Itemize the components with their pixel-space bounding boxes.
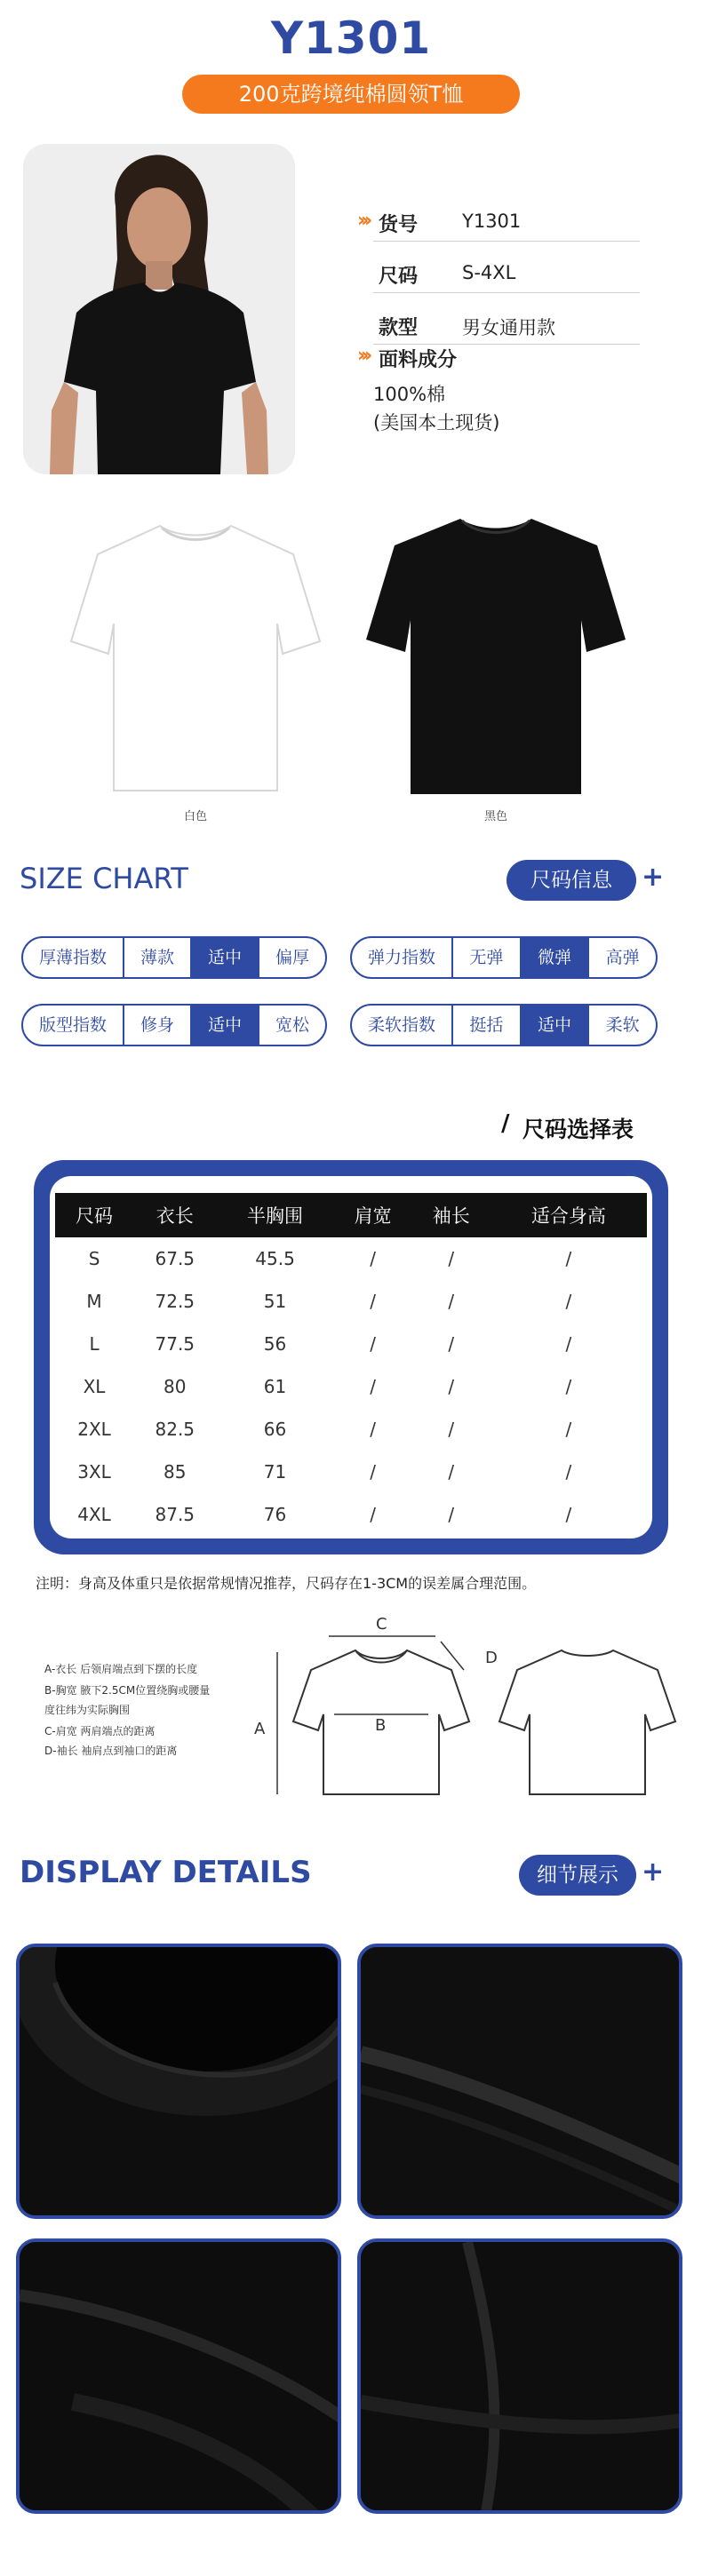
- size-chart-heading: SIZE CHART: [20, 862, 188, 895]
- size-table-cell: 61: [263, 1376, 287, 1397]
- softness-index: [350, 1004, 658, 1046]
- display-details-heading: DISPLAY DETAILS: [20, 1855, 312, 1890]
- product-subtitle-badge: 200克跨境纯棉圆领T恤: [182, 75, 520, 114]
- attr-option: 宽松: [275, 1015, 309, 1035]
- size-table-row: [55, 1408, 647, 1451]
- fabric-composition: 100%棉: [373, 384, 446, 405]
- size-table-cell: /: [448, 1376, 455, 1397]
- size-table-row: [55, 1237, 647, 1280]
- size-table-cell: 71: [263, 1461, 287, 1483]
- details-pill: 细节展示: [519, 1855, 636, 1896]
- size-table-cell: 2XL: [77, 1419, 111, 1440]
- size-table-cell: /: [448, 1333, 455, 1355]
- size-table-cell: /: [565, 1248, 572, 1269]
- color-label-black: 黑色: [483, 810, 507, 823]
- detail-photo-sleeve: [16, 2238, 341, 2514]
- measure-label-d: D: [485, 1649, 498, 1667]
- size-table-title: 尺码选择表: [523, 1117, 634, 1142]
- size-table-column-header: 适合身高: [491, 1193, 647, 1237]
- size-table-cell: 76: [263, 1504, 287, 1525]
- size-table-cell: L: [89, 1333, 100, 1355]
- size-table-cell: 77.5: [155, 1333, 195, 1355]
- measure-label-a: A: [254, 1720, 266, 1738]
- size-table-column-header: 袖长: [412, 1193, 491, 1237]
- size-table-cell: /: [448, 1504, 455, 1525]
- attr-option: 薄款: [124, 938, 192, 977]
- size-table-cell: 56: [263, 1333, 287, 1355]
- seam-detail-image: [361, 2242, 682, 2514]
- color-label-white: 白色: [183, 810, 207, 823]
- size-table-cell: 45.5: [255, 1248, 295, 1269]
- plus-icon: +: [642, 862, 665, 893]
- size-table-column-header: 肩宽: [334, 1193, 412, 1237]
- size-table-cell: S: [88, 1248, 100, 1269]
- size-table-cell: 80: [164, 1376, 187, 1397]
- size-table-cell: /: [565, 1504, 572, 1525]
- fabric-label: 面料成分: [379, 349, 458, 371]
- size-table-cell: /: [565, 1291, 572, 1312]
- attr-label: 厚薄指数: [23, 938, 124, 977]
- size-table-row: [55, 1323, 647, 1365]
- attr-option: 高弹: [605, 948, 640, 967]
- size-table-cell: 51: [263, 1291, 287, 1312]
- detail-photo-side-seam: [357, 2238, 682, 2514]
- product-title: Y1301: [270, 12, 432, 64]
- size-table-cell: M: [86, 1291, 102, 1312]
- legend-line-b: B-胸宽 腋下2.5CM位置绕胸或腰量: [44, 1684, 211, 1697]
- size-table-cell: /: [370, 1504, 376, 1525]
- info-value: S-4XL: [462, 262, 516, 283]
- attr-option: 无弹: [453, 938, 522, 977]
- size-table-cell: /: [370, 1248, 376, 1269]
- attr-option-selected: 适中: [192, 1006, 259, 1045]
- sleeve-detail-image: [20, 2242, 341, 2514]
- size-table-cell: /: [370, 1333, 376, 1355]
- size-table-cell: 82.5: [155, 1419, 195, 1440]
- size-table-column-header: 衣长: [133, 1193, 216, 1237]
- size-table-row: [55, 1493, 647, 1536]
- info-label: 尺码: [379, 266, 419, 288]
- detail-photo-hem: [357, 1944, 682, 2219]
- size-table-cell: /: [370, 1291, 376, 1312]
- size-table-cell: 85: [164, 1461, 187, 1483]
- attr-label: 柔软指数: [352, 1006, 453, 1045]
- size-table-cell: /: [565, 1419, 572, 1440]
- color-swatch-black[interactable]: [354, 501, 638, 807]
- size-table-cell: 3XL: [77, 1461, 111, 1483]
- size-table-cell: /: [565, 1333, 572, 1355]
- info-row-size: [373, 250, 640, 293]
- color-swatch-white[interactable]: [53, 508, 338, 805]
- attr-label: 弹力指数: [352, 938, 453, 977]
- size-table-header: [55, 1193, 647, 1237]
- black-tshirt-icon: [354, 501, 638, 803]
- measurement-diagram: [267, 1617, 684, 1803]
- size-table-body: [55, 1237, 647, 1536]
- legend-line-d: D-袖长 袖肩点到袖口的距离: [44, 1745, 178, 1757]
- model-photo: [23, 144, 295, 474]
- attr-option-selected: 适中: [192, 938, 259, 977]
- fit-index: [21, 1004, 327, 1046]
- hem-detail-image: [361, 1947, 682, 2219]
- table-title-slash: /: [501, 1110, 510, 1137]
- white-tshirt-icon: [53, 508, 338, 801]
- size-table-cell: XL: [83, 1376, 106, 1397]
- legend-line-b2: 度往纬为实际胸围: [44, 1704, 131, 1716]
- orange-chevron-icon: ›››: [357, 210, 369, 232]
- size-table-cell: /: [370, 1376, 376, 1397]
- size-table-column-header: 半胸围: [216, 1193, 333, 1237]
- orange-chevron-icon: ›››: [357, 345, 369, 367]
- size-table-cell: /: [370, 1419, 376, 1440]
- fabric-origin-note: (美国本土现货): [373, 412, 500, 433]
- size-table-cell: 67.5: [155, 1248, 195, 1269]
- size-table-row: [55, 1365, 647, 1408]
- measure-label-c: C: [376, 1615, 387, 1634]
- info-value: Y1301: [462, 211, 522, 232]
- info-row-item-no: [373, 199, 640, 242]
- attr-label: 版型指数: [23, 1006, 124, 1045]
- detail-photo-collar: [16, 1944, 341, 2219]
- size-note: 注明：身高及体重只是依据常规情况推荐，尺码存在1-3CM的误差属合理范围。: [36, 1575, 537, 1592]
- attr-option-selected: 适中: [522, 1006, 590, 1045]
- size-table-cell: /: [370, 1461, 376, 1483]
- size-table-row: [55, 1451, 647, 1493]
- size-table: [55, 1193, 647, 1536]
- attr-option-selected: 微弹: [522, 938, 590, 977]
- size-table-cell: /: [448, 1461, 455, 1483]
- collar-detail-image: [20, 1947, 341, 2219]
- size-table-cell: /: [448, 1419, 455, 1440]
- measure-label-b: B: [375, 1716, 387, 1735]
- size-table-cell: 87.5: [155, 1504, 195, 1525]
- info-label: 款型: [379, 317, 419, 339]
- size-table-column-header: 尺码: [55, 1193, 133, 1237]
- size-table-cell: /: [565, 1461, 572, 1483]
- legend-line-c: C-肩宽 两肩端点的距离: [44, 1725, 156, 1737]
- stretch-index: [350, 936, 658, 979]
- attr-option: 偏厚: [275, 948, 309, 967]
- plus-icon: +: [642, 1856, 665, 1888]
- legend-line-a: A-衣长 后领肩端点到下摆的长度: [44, 1663, 198, 1675]
- size-info-pill: 尺码信息: [507, 860, 636, 901]
- info-value: 男女通用款: [462, 317, 555, 338]
- attr-option: 修身: [124, 1006, 192, 1045]
- info-label: 货号: [379, 214, 419, 236]
- model-illustration: [23, 144, 295, 474]
- attr-option: 挺括: [453, 1006, 522, 1045]
- thickness-index: [21, 936, 327, 979]
- size-table-cell: /: [448, 1291, 455, 1312]
- size-table-cell: /: [565, 1376, 572, 1397]
- size-table-cell: 4XL: [77, 1504, 111, 1525]
- attr-option: 柔软: [605, 1015, 640, 1035]
- size-table-cell: /: [448, 1248, 455, 1269]
- info-row-fit: [373, 302, 640, 345]
- size-table-row: [55, 1280, 647, 1323]
- size-table-cell: 66: [263, 1419, 287, 1440]
- size-table-cell: 72.5: [155, 1291, 195, 1312]
